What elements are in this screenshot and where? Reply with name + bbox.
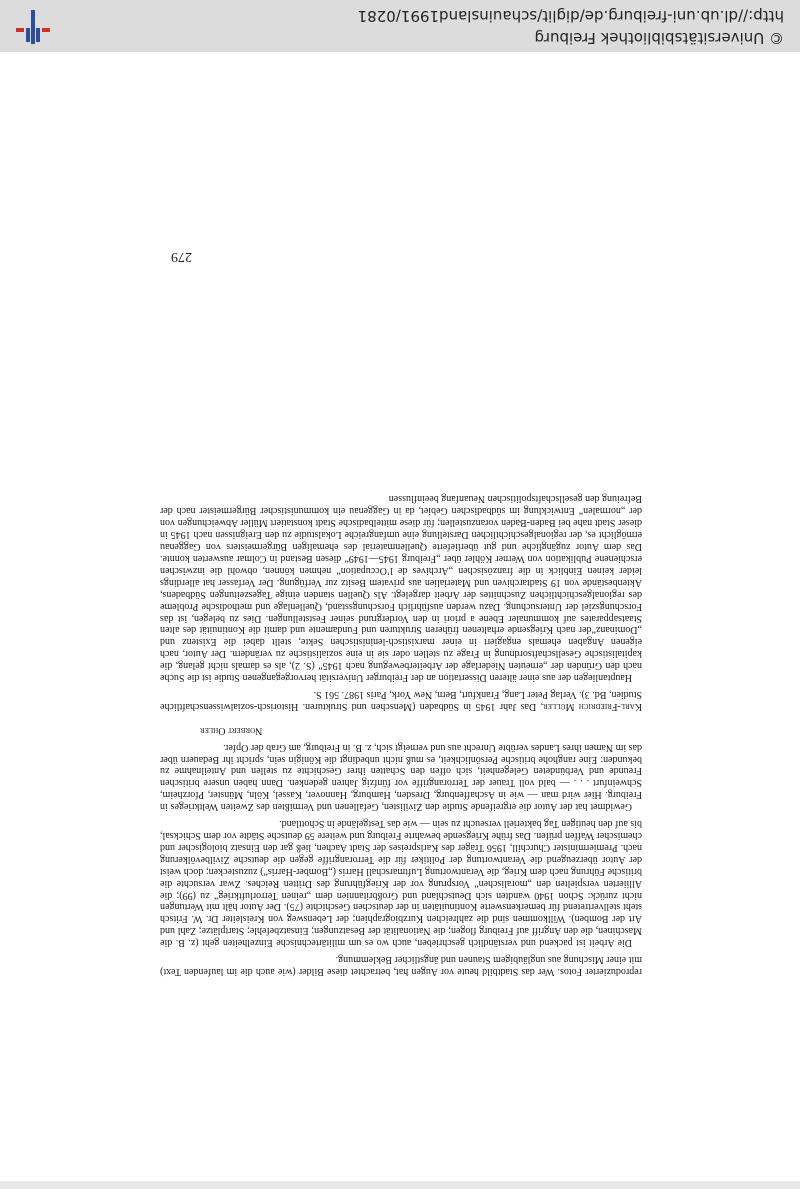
reference-author: Karl-Friedrich Müller bbox=[543, 700, 642, 712]
footer-text bbox=[12, 5, 792, 49]
reference-details: , Das Jahr 1945 in Südbaden (Menschen und Strukturen. Historisch-sozialwissenschaftliche Studien, Bd. 3). Verlag Peter Lang, Frankfurt, Bern, New York, Paris 1987. 561 S. bbox=[160, 688, 642, 712]
paragraph: Die Arbeit ist packend und verständlich geschrieben, auch wo es um militärtechnische Einzelheiten geht (z. B. die Maschinen, die den Angriff auf Freiburg flogen; die Nationalität der Besatzungen; Einsatzbefehle; Startplätze; Zahl und Art der Bomben). Willkommen sind die zahlreichen Kurzbiographien; der Lebensweg von Kreisleiter Dr. W. Fritsch steht stellvertretend für bemerkenswerte Kontinuitäten in der deutschen Geschichte (75). Der Autor hält mit Wertungen nicht zurück: Schon 1940 wandten sich Deutschland und Großbritannien dem „reinen Terrorluftkrieg“ zu (99); die Alliierten verspielten den „moralischen“ Vorsprung vor der Kriegführung des Dritten Reiches. Zwar versuchte die britische Führung nach dem Krieg, die Verantwortung Luftmarschall Harris („Bomber-Harris“) zuzustecken; doch weist der Autor überzeugend die Verantwortung der Politiker für die Terrorangriffe gegen die deutsche Zivilbevölkerung nach. Premierminister Churchill, 1956 Träger des Karlspreises der Stadt Aachen, ließ gar den Einsatz biologischer und chemischer Waffen prüfen. Das frühe Kriegsende bewahrte Freiburg und weitere 59 deutsche Städte vor dem Schicksal, bis auf den heutigen Tag bakteriell verseucht zu sein — wie das Testgelände in Schottland. bbox=[160, 818, 642, 949]
paragraph: reproduzierter Fotos. Wer das Stadtbild heute vor Augen hat, betrachtet diese Bilder (wie auch die im laufenden Text) mit einer Mischung aus ungläubigem Staunen und ängstlicher Beklemmung. bbox=[160, 954, 642, 977]
bottom-gap bbox=[0, 1181, 800, 1189]
footer-bar bbox=[0, 0, 800, 52]
permalink-url[interactable]: http://dl.ub.uni-freiburg.de/diglit/schauinsland1991/0281 bbox=[357, 7, 784, 25]
review-signature: Norbert Ohler bbox=[200, 724, 263, 736]
page-number: 279 bbox=[171, 249, 192, 264]
paragraph: Gewidmet hat der Autor die ergreifende Studie den Zivilisten, Gefallenen und Vermißten des Zweiten Weltkrieges in Freiburg. Hier wird man — wie in Aschaffenburg, Dresden, Hamburg, Hannover, Kassel, Köln, Münster, Pforzheim, Schweinfurt . . . — bald voll Trauer der Terrorangriffe vor fünfzig Jahren gedenken. Dann haben unsere britischen Freunde und Verbündeten Gelegenheit, sich offen den Schatten ihrer Geschichte zu stellen und Anteilnahme zu bekunden: Eine ranghohe britische Persönlichkeit, es muß nicht unbedingt die Königin sein, spricht ihr Bedauern über das im Namen ihres Landes verübte Unrecht aus und verneigt sich, z. B. in Freiburg, am Grab der Opfer. bbox=[160, 741, 642, 813]
paragraph: Hauptanliegen der aus einer älteren Dissertation an der Freiburger Universität hervorgegangenen Studie ist die Suche nach den Gründen der „erneuten Niederlage der Arbeiterbewegung nach 1945“ (S. 2), als es damals nicht gelang, die kapitalistische Gesellschaftsordnung in Frage zu stellen oder sie in eine sozialistische zu verändern. Der Autor, nach eigenen Angaben ehemals engagiert in einer marxistisch-leninistischen Sekte, stellt dabei die Existenz und „Dominanz“der nach Kriegsende erhaltenen früheren Strukturen und Fundamente und damit die Kontinuität des alten Staatsapparates auf kommunaler Ebene a priori in den Vordergrund seiner Feststellungen. Dies zu belegen, ist das Forschungsziel der Untersuchung. Dazu werden ausführlich Forschungsstand, Quellenlage und methodische Probleme des regionalgeschichtlichen Zuschnittes der Arbeit dargelegt. Als Quellen standen einige Tageszeitungen Südbadens, Aktenbestände von 19 Stadtarchiven und Materialien aus privatem Besitz zur Verfügung. Der Verfasser hat allerdings leider keinen Einblick in die französischen „Archives de l’Occupation“ nehmen können, obwohl die inzwischen erschienene Publikation von Werner Köhler über „Freiburg 1945—1949“ diesen Bestand in Colmar auswerten konnte. Das dem Autor zugängliche und gut überlieferte Quellenmaterial des ehemaligen Bürgermeisters von Gaggenau ermöglicht es, der regionalgeschichtlichen Darstellung eine umfangreiche Lokalstudie zu den Ereignissen nach 1945 in dieser Stadt nahe bei Baden-Baden voranzustellen; für diese mittelbadische Stadt konstatiert Müller Abweichungen von der „normalen“ Entwicklung im südbadischen Gebiet, da in Gaggenau ein kommunistischer Bürgermeister nach der Befreiung den gesellschaftspolitischen Neuanfang beeinflussen bbox=[160, 493, 642, 684]
text-block bbox=[160, 488, 642, 977]
university-logo-icon bbox=[12, 8, 54, 46]
copyright-text: © Universitätsbibliothek Freiburg bbox=[534, 29, 784, 47]
book-reference bbox=[160, 688, 642, 712]
